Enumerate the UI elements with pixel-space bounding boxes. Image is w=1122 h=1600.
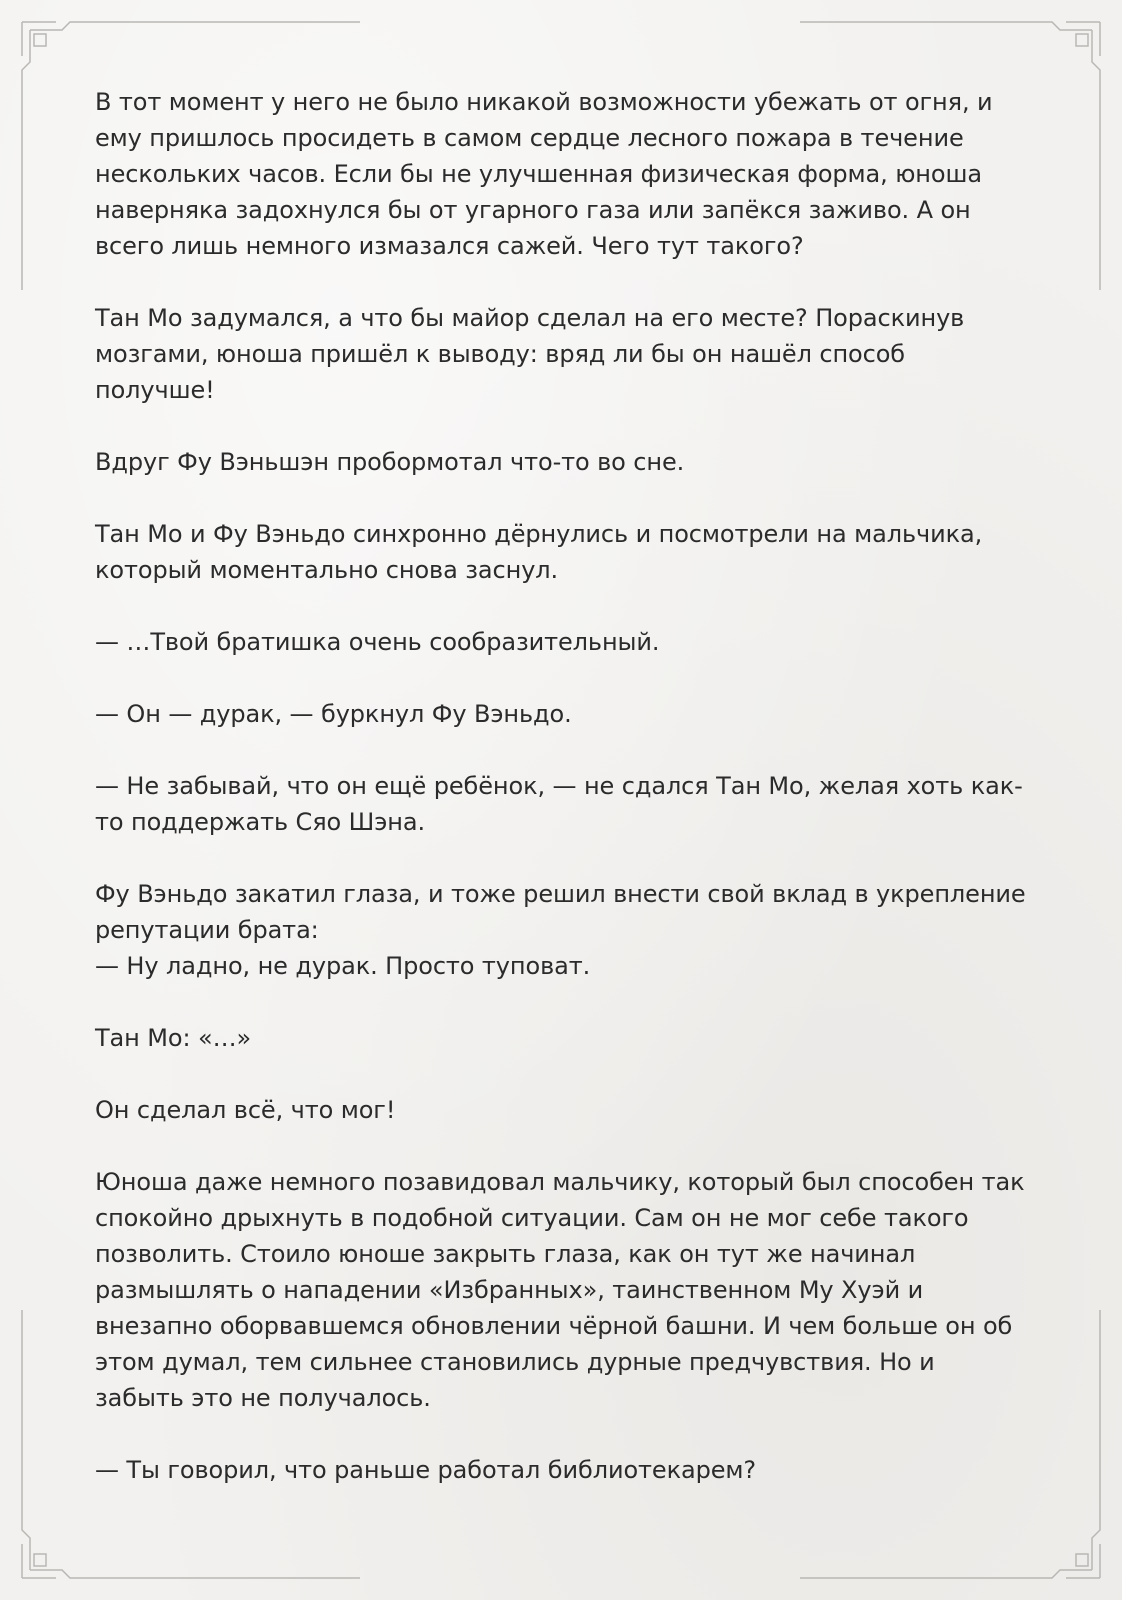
- dialogue-line: Тан Мо: «…»: [95, 1024, 252, 1052]
- paragraph: Фу Вэньдо закатил глаза, и тоже решил внести свой вклад в укрепление репутации брата: — Ну ладно, не дурак. Просто туповат.: [95, 880, 1026, 980]
- paragraph: Вдруг Фу Вэньшэн пробормотал что-то во сне.: [95, 448, 685, 476]
- paragraph: Юноша даже немного позавидовал мальчику, который был способен так спокойно дрыхнуть в подобной ситуации. Сам он не мог себе такого позволить. Стоило юноше закрыть глаза, как он тут же начинал размышлять о нападении «Избранных», таинственном Му Хуэй и внезапно оборвавшемся обновлении чёрной башни. И чем больше он об этом думал, тем сильнее становились дурные предчувствия. Но и забыть это не получалось.: [95, 1168, 1025, 1412]
- chapter-text: [95, 84, 1030, 1524]
- dialogue-line: — Он — дурак, — буркнул Фу Вэньдо.: [95, 700, 572, 728]
- dialogue-line: — Не забывай, что он ещё ребёнок, — не сдался Тан Мо, желая хоть как- то поддержать Сяо Шэна.: [95, 772, 1023, 836]
- paragraph: Тан Мо задумался, а что бы майор сделал на его месте? Пораскинув мозгами, юноша пришёл к выводу: вряд ли бы он нашёл способ получше!: [95, 304, 965, 404]
- paragraph: Он сделал всё, что мог!: [95, 1096, 396, 1124]
- paragraph: Тан Мо и Фу Вэньдо синхронно дёрнулись и посмотрели на мальчика, который моментально снова заснул.: [95, 520, 983, 584]
- dialogue-line: — …Твой братишка очень сообразительный.: [95, 628, 660, 656]
- paragraph: В тот момент у него не было никакой возможности убежать от огня, и ему пришлось просидеть в самом сердце лесного пожара в течение нескольких часов. Если бы не улучшенная физическая форма, юноша наверняка задохнулся бы от угарного газа или запёкся заживо. А он всего лишь немного измазался сажей. Чего тут такого?: [95, 88, 993, 260]
- dialogue-line: — Ты говорил, что раньше работал библиотекарем?: [95, 1456, 757, 1484]
